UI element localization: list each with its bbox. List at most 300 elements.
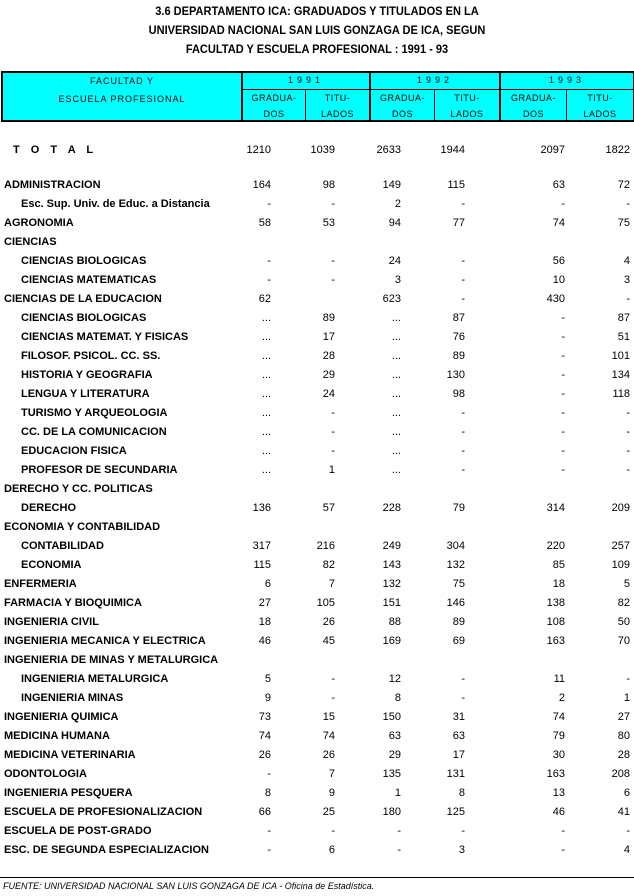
header-titulados-1991: [306, 92, 369, 121]
row-value: 131: [446, 768, 465, 780]
row-value: 6: [264, 578, 271, 590]
row-label: ECONOMIA Y CONTABILIDAD: [4, 521, 161, 533]
header-year-1991: 1991: [287, 75, 325, 85]
title-line-3: FACULTAD Y ESCUELA PROFESIONAL : 1991 - 93: [185, 42, 449, 56]
row-label: ADMINISTRACION: [4, 179, 101, 191]
row-label: INGENIERIA QUIMICA: [4, 711, 119, 723]
table-row: [0, 727, 634, 746]
row-value: -: [397, 844, 401, 856]
row-label: ESCUELA DE PROFESIONALIZACION: [4, 806, 203, 818]
table-row: [0, 765, 634, 784]
row-value: -: [626, 426, 630, 438]
row-label: INGENIERIA MECANICA Y ELECTRICA: [4, 635, 206, 647]
row-value: 73: [258, 711, 271, 723]
row-value: ...: [391, 388, 401, 400]
row-value: 228: [382, 502, 401, 514]
row-value: -: [626, 198, 630, 210]
row-value: 74: [552, 711, 565, 723]
table-row: [0, 708, 634, 727]
row-value: 89: [452, 616, 465, 628]
row-label: ENFERMERIA: [4, 578, 77, 590]
row-value: 1: [394, 787, 401, 799]
row-label: ESCUELA DE POST-GRADO: [4, 825, 152, 837]
row-value: 220: [546, 540, 565, 552]
row-value: 4: [623, 844, 630, 856]
row-value: 98: [452, 388, 465, 400]
title-line-2: UNIVERSIDAD NACIONAL SAN LUIS GONZAGA DE ICA, SEGUN: [148, 23, 486, 37]
row-value: ...: [391, 350, 401, 362]
row-value: 56: [552, 255, 565, 267]
row-value: 101: [611, 350, 630, 362]
header-titulados-line2: LADOS: [583, 109, 617, 119]
row-value: -: [626, 293, 630, 305]
row-value: 163: [546, 635, 565, 647]
row-value: 134: [611, 369, 630, 381]
row-value: 180: [382, 806, 401, 818]
row-value: 87: [452, 312, 465, 324]
header-titulados-1993: [567, 92, 633, 121]
table-row: [0, 670, 634, 689]
row-value: ...: [391, 312, 401, 324]
row-value: -: [461, 673, 465, 685]
row-value: 15: [322, 711, 335, 723]
row-label: ECONOMIA: [21, 559, 82, 571]
row-value: 143: [382, 559, 401, 571]
row-value: 2: [558, 692, 565, 704]
table-row: [0, 461, 634, 480]
row-value: 69: [452, 635, 465, 647]
row-value: ...: [391, 426, 401, 438]
row-label: PROFESOR DE SECUNDARIA: [21, 464, 178, 476]
row-value: 66: [258, 806, 271, 818]
row-value: 74: [258, 730, 271, 742]
header-titulados-line1: TITU-: [324, 93, 351, 103]
row-value: 5: [264, 673, 271, 685]
row-value: 63: [552, 179, 565, 191]
source-note: FUENTE: UNIVERSIDAD NACIONAL SAN LUIS GONZAGA DE ICA - Oficina de Estadística.: [3, 881, 375, 891]
row-value: -: [267, 255, 271, 267]
table-row: [0, 480, 634, 499]
row-value: 30: [552, 749, 565, 761]
row-value: 8: [394, 692, 401, 704]
row-value: 314: [546, 502, 565, 514]
row-value: -: [331, 673, 335, 685]
row-value: 11: [553, 673, 565, 685]
table-row: [0, 176, 634, 195]
row-value: -: [331, 692, 335, 704]
row-label: AGRONOMIA: [4, 217, 74, 229]
row-label: CIENCIAS DE LA EDUCACION: [4, 293, 162, 305]
row-value: ...: [261, 331, 271, 343]
row-value: 1822: [605, 144, 630, 156]
row-label: CIENCIAS BIOLOGICAS: [21, 255, 147, 267]
table-row: [0, 784, 634, 803]
row-value: 5: [623, 578, 630, 590]
row-value: -: [626, 825, 630, 837]
row-value: -: [331, 198, 335, 210]
table-row: [0, 841, 634, 860]
table-row: [0, 575, 634, 594]
row-value: -: [461, 293, 465, 305]
row-value: 150: [382, 711, 401, 723]
row-value: 7: [328, 578, 335, 590]
row-value: -: [331, 825, 335, 837]
footer-divider: [0, 877, 634, 878]
header-graduados-1993: [501, 92, 566, 121]
row-value: 79: [552, 730, 565, 742]
row-value: -: [267, 768, 271, 780]
row-value: 94: [388, 217, 401, 229]
row-label: CIENCIAS MATEMAT. Y FISICAS: [21, 331, 189, 343]
row-label: LENGUA Y LITERATURA: [21, 388, 150, 400]
row-value: -: [561, 350, 565, 362]
row-value: 132: [382, 578, 401, 590]
table-row: [0, 385, 634, 404]
row-value: 45: [322, 635, 335, 647]
table-title: [25, 2, 608, 59]
row-value: -: [461, 464, 465, 476]
table-row: [0, 195, 634, 214]
row-value: 17: [452, 749, 465, 761]
row-value: 29: [388, 749, 401, 761]
row-value: 6: [328, 844, 335, 856]
row-value: 98: [322, 179, 335, 191]
table-row: [0, 271, 634, 290]
row-value: ...: [391, 331, 401, 343]
row-value: 4: [623, 255, 630, 267]
row-value: -: [461, 445, 465, 457]
row-value: -: [331, 255, 335, 267]
row-value: 89: [322, 312, 335, 324]
row-value: 8: [264, 787, 271, 799]
row-value: 1: [623, 692, 630, 704]
row-value: 2097: [540, 144, 565, 156]
row-value: 13: [552, 787, 565, 799]
row-value: 130: [446, 369, 465, 381]
header-graduados-line1: GRADUA-: [251, 93, 297, 103]
row-value: -: [267, 198, 271, 210]
row-value: -: [626, 464, 630, 476]
row-value: 74: [322, 730, 335, 742]
row-value: 87: [617, 312, 630, 324]
row-value: 46: [552, 806, 565, 818]
table-row: [0, 214, 634, 233]
row-value: ...: [391, 407, 401, 419]
row-value: 209: [611, 502, 630, 514]
header-facultad: [3, 75, 241, 105]
row-value: -: [561, 331, 565, 343]
row-value: 151: [382, 597, 401, 609]
row-label: CC. DE LA COMUNICACION: [21, 426, 167, 438]
table-row: [0, 309, 634, 328]
row-value: 623: [382, 293, 401, 305]
row-value: -: [267, 825, 271, 837]
row-value: 115: [447, 179, 465, 191]
row-value: 89: [452, 350, 465, 362]
row-value: 1: [328, 464, 335, 476]
row-value: 58: [258, 217, 271, 229]
row-value: 76: [452, 331, 465, 343]
row-value: -: [461, 407, 465, 419]
row-value: -: [561, 844, 565, 856]
row-label: ESC. DE SEGUNDA ESPECIALIZACION: [4, 844, 209, 856]
row-value: 24: [322, 388, 335, 400]
table-row: [0, 328, 634, 347]
row-value: 75: [452, 578, 465, 590]
row-value: 62: [258, 293, 271, 305]
row-value: -: [461, 825, 465, 837]
row-value: ...: [261, 312, 271, 324]
row-value: -: [561, 407, 565, 419]
row-label: EDUCACION FISICA: [21, 445, 127, 457]
row-value: 29: [322, 369, 335, 381]
row-value: 3: [458, 844, 465, 856]
row-value: 31: [452, 711, 465, 723]
row-value: 74: [552, 217, 565, 229]
row-label: CONTABILIDAD: [21, 540, 104, 552]
row-value: 24: [388, 255, 401, 267]
row-value: -: [461, 426, 465, 438]
row-label: MEDICINA HUMANA: [4, 730, 110, 742]
row-value: -: [331, 407, 335, 419]
row-value: 169: [382, 635, 401, 647]
row-value: ...: [261, 445, 271, 457]
row-value: ...: [391, 369, 401, 381]
table-row: [0, 290, 634, 309]
row-value: 135: [382, 768, 401, 780]
row-value: 115: [253, 559, 271, 571]
divider: [243, 89, 633, 90]
header-titulados-line1: TITU-: [454, 93, 480, 103]
row-value: -: [561, 369, 565, 381]
table-row: [0, 252, 634, 271]
row-label: INGENIERIA PESQUERA: [4, 787, 133, 799]
row-value: ...: [391, 464, 401, 476]
header-facultad-line1: FACULTAD Y: [89, 76, 154, 86]
row-value: 208: [611, 768, 630, 780]
row-value: 26: [258, 749, 271, 761]
row-label: MEDICINA VETERINARIA: [4, 749, 136, 761]
row-value: -: [561, 426, 565, 438]
row-value: 50: [617, 616, 630, 628]
table-row: [0, 404, 634, 423]
row-label: CIENCIAS BIOLOGICAS: [21, 312, 147, 324]
row-label: INGENIERIA DE MINAS Y METALURGICA: [4, 654, 219, 666]
row-value: -: [267, 274, 271, 286]
row-value: 105: [316, 597, 335, 609]
row-value: 80: [617, 730, 630, 742]
row-label: CIENCIAS: [4, 236, 57, 248]
row-label: FILOSOF. PSICOL. CC. SS.: [21, 350, 161, 362]
row-value: 57: [322, 502, 335, 514]
header-graduados-line2: DOS: [263, 109, 285, 119]
table-row: [0, 347, 634, 366]
table-header: [1, 71, 634, 122]
header-year-1993: 1993: [548, 75, 586, 85]
row-value: 82: [617, 597, 630, 609]
title-line-1: 3.6 DEPARTAMENTO ICA: GRADUADOS Y TITULADOS EN LA: [155, 4, 479, 18]
row-value: -: [461, 692, 465, 704]
table-row: [0, 518, 634, 537]
row-label: INGENIERIA METALURGICA: [21, 673, 169, 685]
row-value: 53: [322, 217, 335, 229]
row-value: 2: [394, 198, 401, 210]
row-value: 6: [623, 787, 630, 799]
row-label: Esc. Sup. Univ. de Educ. a Distancia: [21, 198, 210, 210]
row-value: ...: [261, 388, 271, 400]
row-value: 146: [446, 597, 465, 609]
row-value: -: [461, 255, 465, 267]
row-value: -: [626, 673, 630, 685]
row-value: 108: [546, 616, 565, 628]
row-value: 8: [458, 787, 465, 799]
table-row: [0, 822, 634, 841]
header-titulados-line1: TITU-: [587, 93, 613, 103]
row-value: 25: [322, 806, 335, 818]
row-value: 1210: [246, 144, 271, 156]
row-value: ...: [261, 350, 271, 362]
header-graduados-1991: [243, 92, 305, 121]
row-value: 27: [617, 711, 630, 723]
row-value: 216: [316, 540, 335, 552]
row-value: 109: [611, 559, 630, 571]
row-value: 17: [322, 331, 335, 343]
row-value: 1039: [310, 144, 335, 156]
row-value: 9: [264, 692, 271, 704]
table-row: [0, 366, 634, 385]
table-row: [0, 594, 634, 613]
row-value: ...: [261, 369, 271, 381]
row-value: 70: [617, 635, 630, 647]
header-titulados-1992: [435, 92, 499, 121]
table-row: [0, 613, 634, 632]
row-value: -: [626, 445, 630, 457]
row-value: 317: [252, 540, 271, 552]
row-value: 257: [611, 540, 630, 552]
row-value: ...: [261, 464, 271, 476]
row-value: 430: [546, 293, 565, 305]
row-value: 9: [328, 787, 335, 799]
header-graduados-line2: DOS: [391, 109, 413, 119]
row-value: 12: [388, 673, 401, 685]
row-label: CIENCIAS MATEMATICAS: [21, 274, 157, 286]
row-value: 26: [322, 749, 335, 761]
table-row: [0, 632, 634, 651]
total-row: [0, 141, 634, 160]
table-row: [0, 556, 634, 575]
row-value: -: [561, 825, 565, 837]
row-value: 77: [452, 217, 465, 229]
row-value: ...: [391, 445, 401, 457]
header-titulados-line2: LADOS: [320, 109, 354, 119]
row-value: 138: [546, 597, 565, 609]
row-label: T O T A L: [13, 144, 98, 156]
row-label: INGENIERIA MINAS: [21, 692, 124, 704]
header-graduados-line1: GRADUA-: [510, 93, 556, 103]
table-row: [0, 746, 634, 765]
row-value: 149: [382, 179, 401, 191]
table-row: [0, 803, 634, 822]
row-value: 63: [388, 730, 401, 742]
table-row: [0, 423, 634, 442]
row-value: 85: [552, 559, 565, 571]
row-value: 7: [328, 768, 335, 780]
table-row: [0, 442, 634, 461]
header-graduados-1992: [371, 92, 434, 121]
row-value: 249: [382, 540, 401, 552]
table-row: [0, 233, 634, 252]
row-value: -: [461, 274, 465, 286]
row-value: 136: [252, 502, 271, 514]
row-value: -: [267, 844, 271, 856]
header-year-1992: 1992: [416, 75, 454, 85]
row-label: FARMACIA Y BIOQUIMICA: [4, 597, 142, 609]
row-label: DERECHO Y CC. POLITICAS: [4, 483, 153, 495]
row-label: TURISMO Y ARQUEOLOGIA: [21, 407, 168, 419]
row-value: -: [397, 825, 401, 837]
row-value: ...: [261, 407, 271, 419]
row-value: 2633: [376, 144, 401, 156]
row-value: -: [331, 274, 335, 286]
row-value: 304: [446, 540, 465, 552]
row-value: -: [561, 464, 565, 476]
row-value: -: [461, 198, 465, 210]
table-row: [0, 651, 634, 670]
row-value: -: [561, 388, 565, 400]
row-value: -: [561, 445, 565, 457]
row-value: 3: [394, 274, 401, 286]
row-value: 132: [446, 559, 465, 571]
table-row: [0, 537, 634, 556]
row-value: 18: [552, 578, 565, 590]
row-value: 3: [623, 274, 630, 286]
row-label: HISTORIA Y GEOGRAFIA: [21, 369, 153, 381]
row-value: 46: [258, 635, 271, 647]
header-titulados-line2: LADOS: [450, 109, 484, 119]
row-label: ODONTOLOGIA: [4, 768, 87, 780]
row-value: 75: [617, 217, 630, 229]
row-value: 27: [258, 597, 271, 609]
row-value: 26: [322, 616, 335, 628]
row-value: 118: [612, 388, 630, 400]
row-value: 28: [322, 350, 335, 362]
row-value: 41: [617, 806, 630, 818]
row-value: 163: [546, 768, 565, 780]
row-value: 63: [452, 730, 465, 742]
row-value: 88: [388, 616, 401, 628]
row-label: DERECHO: [21, 502, 77, 514]
row-label: INGENIERIA CIVIL: [4, 616, 99, 628]
row-value: 79: [452, 502, 465, 514]
row-value: 18: [258, 616, 271, 628]
row-value: -: [561, 198, 565, 210]
row-value: -: [331, 445, 335, 457]
row-value: 10: [552, 274, 565, 286]
row-value: ...: [261, 426, 271, 438]
header-graduados-line2: DOS: [522, 109, 544, 119]
row-value: 28: [617, 749, 630, 761]
table-row: [0, 499, 634, 518]
row-value: 125: [446, 806, 465, 818]
table-row: [0, 689, 634, 708]
row-value: -: [626, 407, 630, 419]
row-value: 1944: [440, 144, 465, 156]
row-value: 82: [322, 559, 335, 571]
header-graduados-line1: GRADUA-: [379, 93, 425, 103]
row-value: -: [331, 426, 335, 438]
row-value: 51: [617, 331, 630, 343]
header-facultad-line2: ESCUELA PROFESIONAL: [58, 94, 186, 104]
